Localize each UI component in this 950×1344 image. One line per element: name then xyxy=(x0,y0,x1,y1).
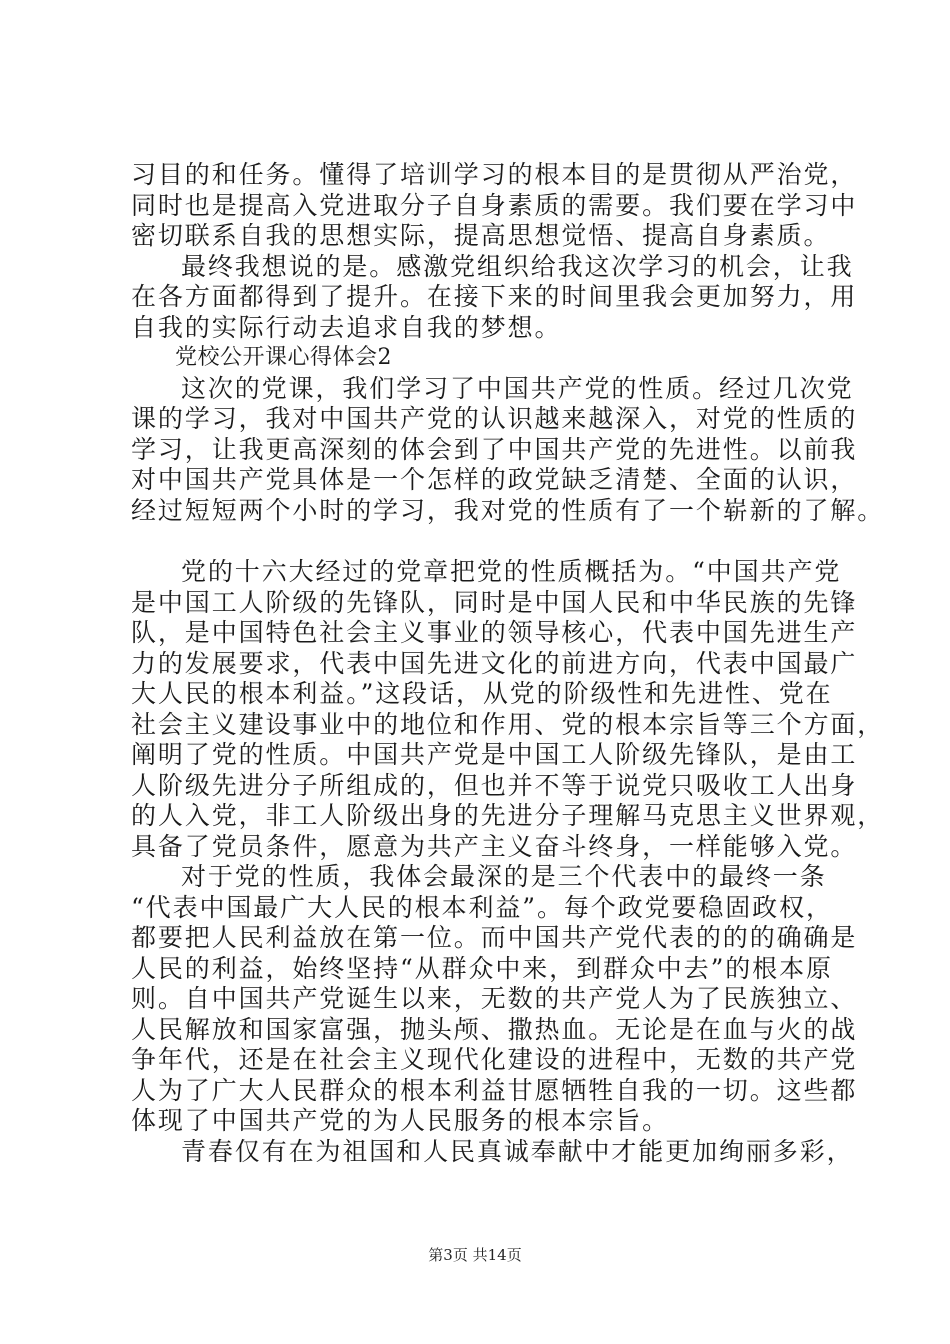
text-line: 阐明了党的性质。中国共产党是中国工人阶级先锋队，是由工 xyxy=(131,740,858,769)
paragraph-start: 对于党的性质，我体会最深的是三个代表中的最终一条 xyxy=(181,862,827,891)
text-line: 学习，让我更高深刻的体会到了中国共产党的先进性。以前我 xyxy=(131,434,858,464)
text-line: 人民的利益，始终坚持“从群众中来，到群众中去”的根本原 xyxy=(131,953,833,983)
page-number-footer: 第3页 共14页 xyxy=(428,1246,522,1264)
text-line: 对中国共产党具体是一个怎样的政党缺乏清楚、全面的认识， xyxy=(131,465,858,494)
text-line: 同时也是提高入党进取分子自身素质的需要。我们要在学习中 xyxy=(131,190,858,220)
text-line: 都要把人民利益放在第一位。而中国共产党代表的的的确确是 xyxy=(131,923,858,952)
paragraph-start: 党的十六大经过的党章把党的性质概括为。“中国共产党 xyxy=(181,557,842,586)
text-line: 经过短短两个小时的学习，我对党的性质有了一个崭新的了解。 xyxy=(131,495,885,525)
text-line: 具备了党员条件，愿意为共产主义奋斗终身，一样能够入党。 xyxy=(131,831,858,861)
text-line: 自我的实际行动去追求自我的梦想。 xyxy=(131,312,562,342)
paragraph-start: 青春仅有在为祖国和人民真诚奉献中才能更加绚丽多彩， xyxy=(181,1136,854,1166)
text-line: 队，是中国特色社会主义事业的领导核心，代表中国先进生产 xyxy=(131,618,858,647)
text-line: 则。自中国共产党诞生以来，无数的共产党人为了民族独立、 xyxy=(131,984,858,1013)
text-line: 人为了广大人民群众的根本利益甘愿牺牲自我的一切。这些都 xyxy=(131,1075,858,1105)
text-line: 课的学习，我对中国共产党的认识越来越深入，对党的性质的 xyxy=(131,404,858,433)
text-line: 体现了中国共产党的为人民服务的根本宗旨。 xyxy=(131,1106,670,1135)
paragraph-start: 最终我想说的是。感激党组织给我这次学习的机会，让我 xyxy=(181,251,854,281)
text-line: 人民解放和国家富强，抛头颅、撒热血。无论是在血与火的战 xyxy=(131,1014,858,1044)
text-line: 大人民的根本利益。”这段话，从党的阶级性和先进性、党在 xyxy=(131,679,833,708)
paragraph-start: 这次的党课，我们学习了中国共产党的性质。经过几次党 xyxy=(181,373,854,403)
document-body xyxy=(131,160,885,1167)
text-line: 人阶级先进分子所组成的，但也并不等于说党只吸收工人出身 xyxy=(131,770,858,800)
section-heading: 党校公开课心得体会2 xyxy=(175,345,392,370)
text-line: 习目的和任务。懂得了培训学习的根本目的是贯彻从严治党， xyxy=(131,160,858,189)
text-line: 在各方面都得到了提升。在接下来的时间里我会更加努力，用 xyxy=(131,282,858,311)
text-line: “代表中国最广大人民的根本利益”。每个政党要稳固政权， xyxy=(131,892,833,922)
paragraph-gap xyxy=(131,526,851,557)
text-line: 社会主义建设事业中的地位和作用、党的根本宗旨等三个方面， xyxy=(131,709,885,739)
text-line: 是中国工人阶级的先锋队，同时是中国人民和中华民族的先锋 xyxy=(131,587,858,617)
text-line: 的人入党，非工人阶级出身的先进分子理解马克思主义世界观， xyxy=(131,801,885,830)
text-line: 力的发展要求，代表中国先进文化的前进方向，代表中国最广 xyxy=(131,648,858,678)
text-line: 密切联系自我的思想实际，提高思想觉悟、提高自身素质。 xyxy=(131,221,831,250)
text-line: 争年代，还是在社会主义现代化建设的进程中，无数的共产党 xyxy=(131,1045,858,1074)
